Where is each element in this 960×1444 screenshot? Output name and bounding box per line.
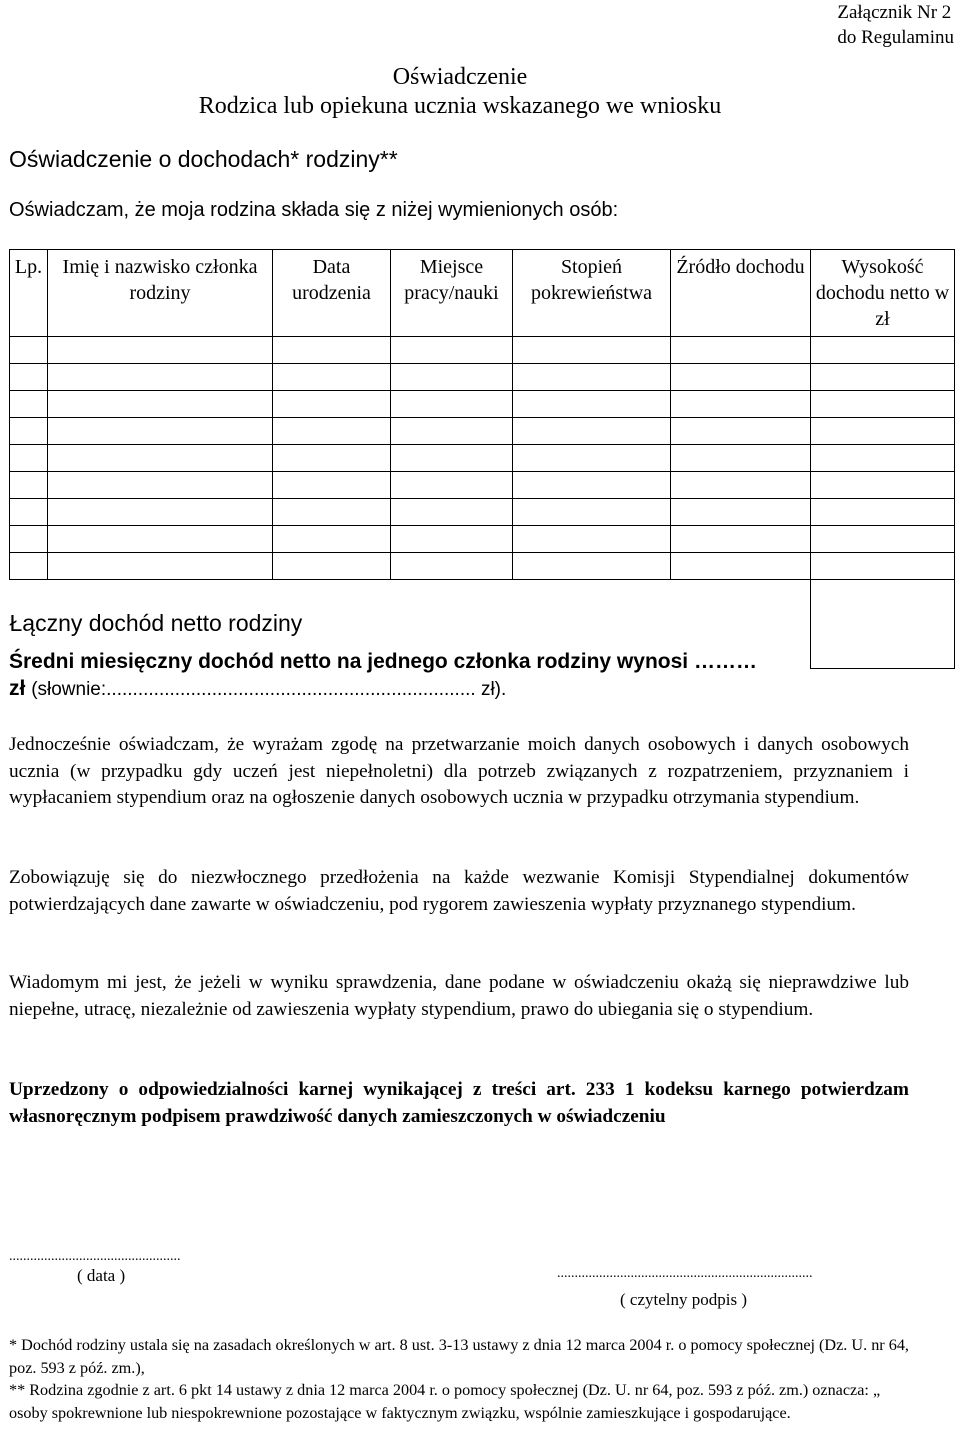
awareness-paragraph: Wiadomym mi jest, że jeżeli w wyniku sprawdzenia, dane podane w oświadczeniu okażą się nieprawdziwe lub niepełne, utracę, niezależnie od zawieszenia wypłaty stypendium, prawo do ubiegania się o stypendium. — [9, 972, 909, 1020]
table-cell[interactable] — [811, 337, 955, 364]
col-header-relation: Stopień pokrewieństwa — [513, 250, 671, 337]
average-income-in-words: (słownie:...................................................................... zł). — [31, 679, 507, 700]
table-cell[interactable] — [10, 418, 48, 445]
annex-line-2: do Regulaminu — [837, 27, 954, 48]
table-cell[interactable] — [513, 526, 671, 553]
col-header-income-amount: Wysokość dochodu netto w zł — [811, 250, 955, 337]
table-cell[interactable] — [273, 391, 391, 418]
table-cell[interactable] — [48, 526, 273, 553]
table-row — [10, 364, 955, 391]
table-header-row — [10, 250, 955, 337]
table-cell[interactable] — [273, 445, 391, 472]
table-cell[interactable] — [391, 553, 513, 580]
table-cell[interactable] — [513, 418, 671, 445]
table-cell[interactable] — [671, 526, 811, 553]
table-cell[interactable] — [273, 418, 391, 445]
table-cell[interactable] — [10, 472, 48, 499]
table-cell[interactable] — [273, 499, 391, 526]
table-cell[interactable] — [671, 472, 811, 499]
table-cell[interactable] — [671, 499, 811, 526]
average-income-unit: zł — [9, 677, 26, 700]
table-row — [10, 418, 955, 445]
table-cell[interactable] — [811, 364, 955, 391]
table-cell[interactable] — [513, 553, 671, 580]
table-cell[interactable] — [671, 337, 811, 364]
table-row — [10, 337, 955, 364]
table-cell[interactable] — [10, 445, 48, 472]
table-cell[interactable] — [513, 364, 671, 391]
table-cell[interactable] — [671, 445, 811, 472]
document-title — [0, 63, 920, 121]
table-cell[interactable] — [671, 418, 811, 445]
signature-line[interactable]: ......................................................................... — [557, 1266, 813, 1281]
table-cell[interactable] — [811, 391, 955, 418]
annex-note — [837, 0, 954, 50]
table-cell[interactable] — [273, 553, 391, 580]
table-cell[interactable] — [811, 553, 955, 580]
table-cell[interactable] — [391, 418, 513, 445]
table-cell[interactable] — [391, 526, 513, 553]
table-cell[interactable] — [513, 391, 671, 418]
average-income-words-line — [9, 675, 757, 703]
table-cell[interactable] — [273, 526, 391, 553]
table-cell[interactable] — [513, 445, 671, 472]
consent-paragraph: Jednocześnie oświadczam, że wyrażam zgodę na przetwarzanie moich danych osobowych i danych osobowych ucznia (w przypadku gdy uczeń jest niepełnoletni) dla potrzeb związanych z rozpatrzeniem, przyznaniem i wypłacaniem stypendium oraz na ogłoszenie danych osobowych ucznia w przypadku otrzymania stypendium. — [9, 734, 909, 809]
col-header-workplace: Miejsce pracy/nauki — [391, 250, 513, 337]
table-cell[interactable] — [48, 337, 273, 364]
income-table — [9, 249, 955, 669]
col-header-income-source: Źródło dochodu — [671, 250, 811, 337]
table-cell[interactable] — [48, 364, 273, 391]
table-cell[interactable] — [273, 364, 391, 391]
table-row — [10, 553, 955, 580]
table-cell[interactable] — [10, 526, 48, 553]
family-statement: Oświadczam, że moja rodzina składa się z niżej wymienionych osób: — [9, 199, 619, 221]
table-cell[interactable] — [273, 337, 391, 364]
col-header-name: Imię i nazwisko członka rodziny — [48, 250, 273, 337]
col-header-birthdate: Data urodzenia — [273, 250, 391, 337]
table-cell[interactable] — [391, 364, 513, 391]
table-cell[interactable] — [48, 553, 273, 580]
table-cell[interactable] — [513, 472, 671, 499]
table-cell[interactable] — [48, 391, 273, 418]
table-cell[interactable] — [10, 553, 48, 580]
table-cell[interactable] — [10, 337, 48, 364]
table-cell[interactable] — [513, 337, 671, 364]
average-income-statement — [9, 648, 757, 703]
table-cell[interactable] — [671, 364, 811, 391]
table-cell[interactable] — [391, 472, 513, 499]
table-cell[interactable] — [391, 445, 513, 472]
table-cell[interactable] — [671, 553, 811, 580]
date-signature-line[interactable]: ................................................. — [9, 1249, 181, 1264]
table-cell[interactable] — [391, 499, 513, 526]
footnote-2: ** Rodzina zgodnie z art. 6 pkt 14 ustawy z dnia 12 marca 2004 r. o pomocy społecznej (Dz. U. nr 64, poz. 593 z póź. zm.) oznacza: „ osoby spokrewnione lub niespokrewnione pozostające w faktycznym związku, wspólnie zamieszkujące i gospodarujące. — [9, 1381, 881, 1422]
liability-paragraph: Uprzedzony o odpowiedzialności karnej wynikającej z treści art. 233 1 kodeksu karnego potwierdzam własnoręcznym podpisem prawdziwość danych zamieszczonych w oświadczeniu — [9, 1079, 909, 1127]
title-line-1: Oświadczenie — [392, 64, 528, 90]
table-cell[interactable] — [273, 472, 391, 499]
table-cell[interactable] — [811, 445, 955, 472]
table-cell[interactable] — [391, 337, 513, 364]
total-income-field[interactable] — [811, 580, 955, 669]
table-cell[interactable] — [48, 499, 273, 526]
obligation-paragraph: Zobowiązuję się do niezwłocznego przedłożenia na każde wezwanie Komisji Stypendialnej dokumentów potwierdzających dane zawarte w oświadczeniu, pod rygorem zawieszenia wypłaty przyznanego stypendium. — [9, 867, 909, 915]
total-income-label: Łączny dochód netto rodziny — [9, 610, 303, 636]
table-cell[interactable] — [10, 364, 48, 391]
table-cell[interactable] — [811, 472, 955, 499]
table-cell[interactable] — [811, 526, 955, 553]
table-cell[interactable] — [391, 391, 513, 418]
table-cell[interactable] — [811, 418, 955, 445]
title-line-2: Rodzica lub opiekuna ucznia wskazanego we wniosku — [198, 93, 722, 119]
income-heading: Oświadczenie o dochodach* rodziny** — [9, 146, 398, 172]
table-row — [10, 526, 955, 553]
average-income-text: Średni miesięczny dochód netto na jednego członka rodziny wynosi ……… — [9, 650, 757, 673]
col-header-lp: Lp. — [10, 250, 48, 337]
table-row — [10, 445, 955, 472]
table-cell[interactable] — [48, 445, 273, 472]
table-row — [10, 391, 955, 418]
table-cell[interactable] — [48, 418, 273, 445]
table-cell[interactable] — [48, 472, 273, 499]
signature-label: ( czytelny podpis ) — [620, 1290, 747, 1309]
annex-line-1: Załącznik Nr 2 — [837, 2, 952, 23]
table-cell[interactable] — [513, 499, 671, 526]
table-row — [10, 499, 955, 526]
table-cell[interactable] — [671, 391, 811, 418]
footnote-1: * Dochód rodziny ustala się na zasadach określonych w art. 8 ust. 3-13 ustawy z dnia 12 marca 2004 r. o pomocy społecznej (Dz. U. nr 64, poz. 593 z póź. zm.), — [9, 1336, 909, 1377]
date-label: ( data ) — [77, 1266, 126, 1285]
table-cell[interactable] — [10, 499, 48, 526]
table-cell[interactable] — [811, 499, 955, 526]
table-cell[interactable] — [10, 391, 48, 418]
table-row — [10, 472, 955, 499]
footnotes — [9, 1334, 909, 1424]
